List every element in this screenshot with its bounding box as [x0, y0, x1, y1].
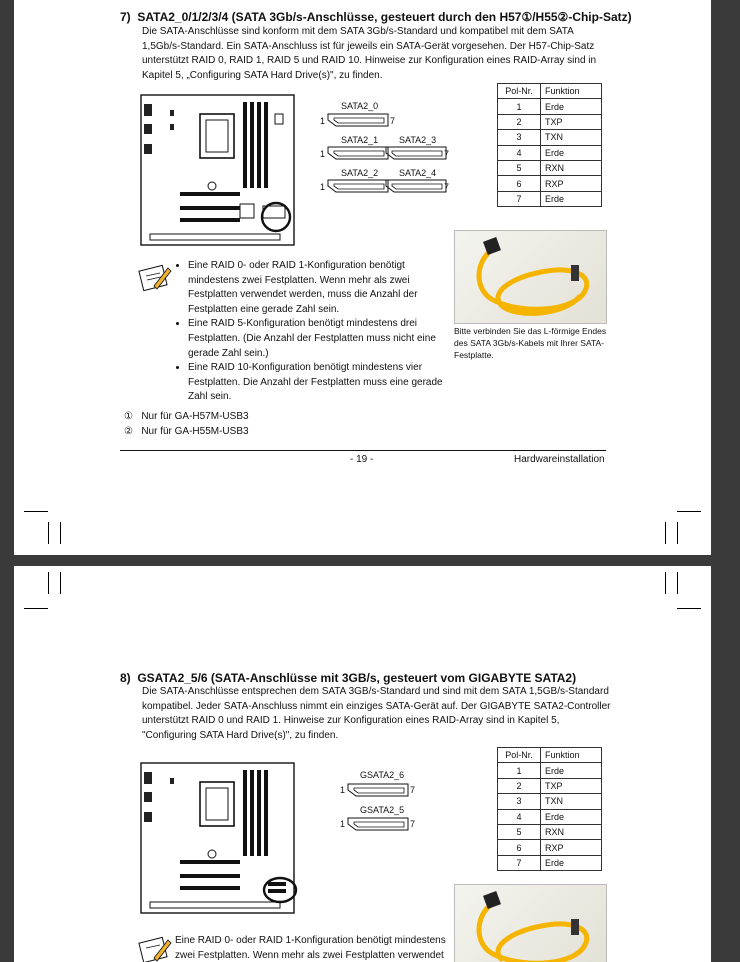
table-row [498, 855, 602, 870]
note-text: Eine RAID 0- oder RAID 1-Konfiguration benötigt mindestens zwei Festplatten. Wenn mehr als zwei Festplatten verwendet [175, 935, 446, 961]
pin-label: 7 [444, 182, 450, 192]
crop-mark [48, 572, 49, 594]
table-row [498, 99, 602, 114]
connector-label: GSATA2_6 [360, 770, 405, 780]
pin-label: 1 [320, 116, 326, 126]
section-title [120, 10, 632, 24]
pin-function: Erde [541, 191, 602, 206]
note-list [175, 259, 451, 405]
connector-label: GSATA2_5 [360, 805, 405, 815]
pin-function: Erde [541, 99, 602, 114]
table-row [498, 160, 602, 175]
pin-number: 7 [498, 855, 541, 870]
connector-label: SATA2_2 [341, 168, 379, 178]
table-row [498, 824, 602, 839]
pin-number: 5 [498, 160, 541, 175]
section-title-text: GSATA2_5/6 (SATA-Anschlüsse mit 3GB/s, gesteuert vom GIGABYTE SATA2) [137, 671, 577, 685]
column-header: Funktion [541, 748, 602, 763]
table-row [498, 176, 602, 191]
pin-label: 1 [320, 182, 326, 192]
table-header-row [498, 748, 602, 763]
table-row [498, 145, 602, 160]
footnote-text: Nur für GA-H57M-USB3 [141, 411, 249, 422]
pin-function: Erde [541, 763, 602, 778]
column-header: Pol-Nr. [498, 748, 541, 763]
pin-function: TXP [541, 114, 602, 129]
table-row [498, 763, 602, 778]
table-row [498, 130, 602, 145]
table-row [498, 191, 602, 206]
sata-connector [346, 816, 410, 832]
pin-number: 4 [498, 809, 541, 824]
table-row [498, 794, 602, 809]
crop-mark [60, 522, 61, 544]
document-page-20 [14, 566, 711, 962]
section-title [120, 671, 576, 685]
crop-mark [60, 572, 61, 594]
section-number: 8) [120, 671, 131, 685]
motherboard-diagram [140, 762, 298, 916]
sata-cable-photo [454, 884, 607, 962]
footnote [124, 410, 249, 425]
pin-function: RXP [541, 176, 602, 191]
pin-function: TXP [541, 778, 602, 793]
pin-label: 7 [410, 819, 416, 829]
pin-function: RXN [541, 160, 602, 175]
table-header-row [498, 84, 602, 99]
note-pencil-icon [138, 262, 172, 292]
note-item: • Eine RAID 10-Konfiguration benötigt mindestens vier Festplatten. Die Anzahl der Festplatten muss eine gerade Zahl sein. [188, 361, 451, 405]
table-row [498, 778, 602, 793]
photo-caption: Bitte verbinden Sie das L-förmige Endes des SATA 3Gb/s-Kabels mit Ihrer SATA-Festplatte. [454, 326, 607, 360]
pin-number: 1 [498, 763, 541, 778]
pin-function: Erde [541, 855, 602, 870]
pin-number: 4 [498, 145, 541, 160]
connector-label: SATA2_1 [341, 135, 379, 145]
pin-label: 1 [340, 819, 346, 829]
sata-cable-photo [454, 230, 607, 324]
pin-label: 7 [444, 149, 450, 159]
crop-mark [665, 522, 666, 544]
section-number: 7) [120, 10, 131, 24]
crop-mark [24, 511, 48, 512]
sata-connector [384, 178, 448, 194]
crop-mark [48, 522, 49, 544]
pin-label: 1 [340, 785, 346, 795]
crop-mark [677, 572, 678, 594]
intro-paragraph: Die SATA-Anschlüsse sind konform mit dem SATA 3Gb/s-Standard und kompatibel mit dem SATA 1,5Gb/s-Standard. Ein SATA-Anschluss ist für jeweils ein SATA-Gerät vorgesehen. Der H57-Chip-Satz unterstützt RAID 0, RAID 1, RAID 5 und RAID 10. Hinweise zur Konfiguration eines RAID-Array sind in Kapitel 5, „Configuring SATA Hard Drive(s)", zu finden. [142, 26, 597, 81]
pin-table [497, 83, 602, 207]
sata-connector [326, 178, 390, 194]
pin-number: 3 [498, 130, 541, 145]
pin-number: 3 [498, 794, 541, 809]
table-row [498, 809, 602, 824]
table-row [498, 840, 602, 855]
pin-number: 6 [498, 840, 541, 855]
pin-number: 2 [498, 114, 541, 129]
intro-paragraph: Die SATA-Anschlüsse entsprechen dem SATA 3GB/s-Standard und sind mit dem SATA 1,5GB/s-Standard kompatibel. Jeder SATA-Anschluss nimmt ein einziges SATA-Gerät auf. Der GIGABYTE SATA2-Controller unterstützt RAID 0 und RAID 1. Hinweise zur Konfiguration eines RAID-Array sind in Kapitel 5, "Configuring SATA Hard Drive(s)", zu finden. [142, 686, 611, 741]
pin-table [497, 747, 602, 871]
connector-label: SATA2_0 [341, 101, 379, 111]
column-header: Funktion [541, 84, 602, 99]
column-header: Pol-Nr. [498, 84, 541, 99]
crop-mark [677, 522, 678, 544]
pin-number: 6 [498, 176, 541, 191]
pin-number: 1 [498, 99, 541, 114]
footnote-mark: ① [124, 411, 133, 422]
pin-number: 2 [498, 778, 541, 793]
note-pencil-icon [138, 934, 172, 962]
footer-section: Hardwareinstallation [514, 454, 605, 465]
document-page-19 [14, 0, 711, 555]
pin-number: 7 [498, 191, 541, 206]
pin-function: Erde [541, 145, 602, 160]
sata-cable-illustration [455, 231, 606, 323]
pin-number: 5 [498, 824, 541, 839]
crop-mark [677, 608, 701, 609]
pin-label: 1 [320, 149, 326, 159]
footer-rule [120, 450, 606, 451]
motherboard-diagram [140, 94, 298, 248]
footnote-mark: ② [124, 425, 133, 437]
pin-function: RXP [541, 840, 602, 855]
page-number: - 19 - [350, 454, 374, 465]
connector-label: SATA2_3 [399, 135, 437, 145]
pin-function: TXN [541, 794, 602, 809]
footnote-text: Nur für GA-H55M-USB3 [141, 425, 249, 437]
note-item: • Eine RAID 0- oder RAID 1-Konfiguration benötigt mindestens zwei Festplatten. Wenn mehr als zwei Festplatten verwendet werden, muss die Anzahl der Festplatten eine gerade Zahl sein. [188, 259, 451, 317]
pin-function: RXN [541, 824, 602, 839]
sata-cable-illustration [455, 885, 606, 962]
sata-connector [384, 145, 448, 161]
pin-label: 7 [410, 785, 416, 795]
table-row [498, 114, 602, 129]
crop-mark [665, 572, 666, 594]
footnotes [124, 410, 249, 439]
crop-mark [677, 511, 701, 512]
note-item: • Eine RAID 5-Konfiguration benötigt mindestens drei Festplatten. (Die Anzahl der Festplatten muss nicht eine gerade Zahl sein.) [188, 317, 451, 361]
sata-connector [346, 782, 410, 798]
connector-label: SATA2_4 [399, 168, 437, 178]
pin-function: Erde [541, 809, 602, 824]
sata-connector [326, 145, 390, 161]
pin-label: 7 [390, 116, 396, 126]
pin-function: TXN [541, 130, 602, 145]
sata-connector [326, 112, 390, 128]
footnote [124, 425, 249, 440]
crop-mark [24, 608, 48, 609]
section-title-text: SATA2_0/1/2/3/4 (SATA 3Gb/s-Anschlüsse, gesteuert durch den H57①/H55②-Chip-Satz) [137, 10, 632, 24]
